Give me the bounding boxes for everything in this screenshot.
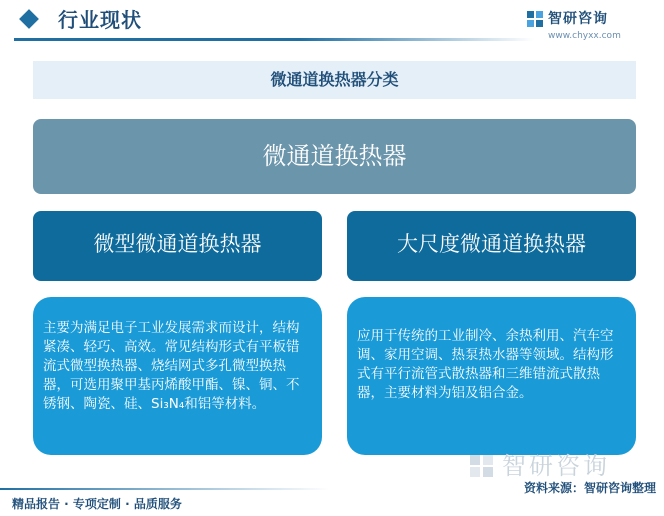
watermark-logo — [468, 451, 658, 481]
page-footer — [0, 488, 664, 516]
brand-url: www.chyxx.com — [548, 31, 621, 41]
page-header — [0, 0, 664, 48]
description-micro: 主要为满足电子工业发展需求而设计，结构紧凑、轻巧、高效。常见结构形式有平板错流式微型换热器、烧结网式多孔微型换热器，可选用聚甲基丙烯酸甲酯、镍、铜、不锈钢、陶瓷、硅、Si₃N₄和铝等材料。 — [33, 297, 322, 455]
diagram-title: 微通道换热器分类 — [33, 61, 636, 99]
description-large-scale: 应用于传统的工业制冷、余热利用、汽车空调、家用空调、热泵热水器等领域。结构形式有平行流管式散热器和三维错流式散热器，主要材料为铝及铝合金。 — [347, 297, 636, 455]
diamond-icon — [19, 9, 39, 29]
footer-divider — [0, 488, 330, 490]
category-node-micro: 微型微通道换热器 — [33, 211, 322, 281]
root-node: 微通道换热器 — [33, 119, 636, 194]
brand-name: 智研咨询 — [548, 11, 608, 27]
brand-logo-icon — [526, 10, 544, 28]
category-node-large-scale: 大尺度微通道换热器 — [347, 211, 636, 281]
watermark-text: 智研咨询 — [502, 452, 610, 480]
section-title: 行业现状 — [58, 8, 142, 32]
header-divider — [14, 38, 534, 41]
brand-logo-block — [526, 8, 646, 42]
footer-slogan: 精品报告 · 专项定制 · 品质服务 — [12, 497, 182, 511]
source-note: 资料来源：智研咨询整理 — [523, 481, 656, 495]
watermark-icon — [468, 453, 496, 479]
